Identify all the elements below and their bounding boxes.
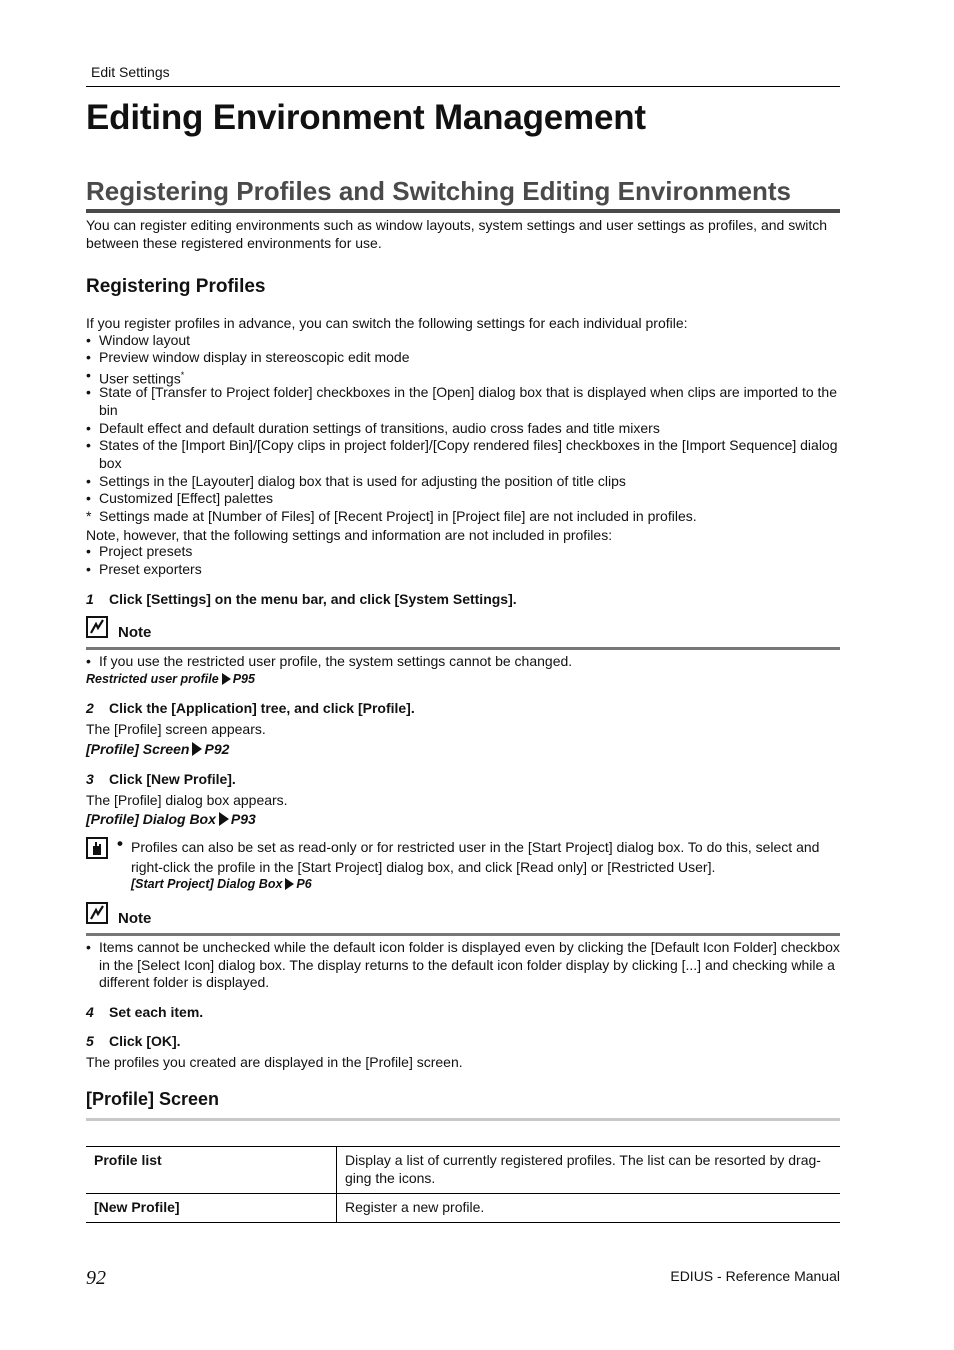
table-description: Register a new profile. — [337, 1194, 841, 1223]
note-rule — [86, 933, 840, 936]
note-icon — [86, 902, 108, 924]
list-item: • Project presets — [86, 543, 193, 559]
note-label: Note — [118, 624, 152, 641]
section-rule — [86, 209, 840, 213]
section-intro: You can register editing environments such as window layouts, system settings and user settings as profiles, and switch between these registered environments for use. — [86, 217, 828, 251]
page-number: 92 — [86, 1267, 106, 1289]
note-label: Note — [118, 910, 152, 927]
list-item: • Default effect and default duration settings of transitions, audio cross fades and title mixers — [86, 420, 660, 436]
step-3: 3 Click [New Profile]. — [86, 771, 236, 787]
cross-reference-link[interactable]: [Profile] Screen P92 — [86, 741, 230, 757]
step-3-result: The [Profile] dialog box appears. — [86, 792, 288, 808]
cross-reference-link[interactable]: Restricted user profile P95 — [86, 672, 255, 686]
footnote: * Settings made at [Number of Files] of [Recent Project] in [Project file] are not included in profiles. — [86, 508, 697, 524]
table-description: Display a list of currently registered profiles. The list can be resorted by drag-ging the icons. — [337, 1147, 841, 1194]
cross-reference-link[interactable]: [Start Project] Dialog Box P6 — [131, 877, 312, 891]
running-head: Edit Settings — [91, 64, 170, 80]
note-icon — [86, 616, 108, 638]
table-term: Profile list — [86, 1147, 337, 1194]
step-2-result: The [Profile] screen appears. — [86, 721, 266, 737]
subsection-title-registering: Registering Profiles — [86, 276, 266, 297]
cross-reference-link[interactable]: [Profile] Dialog Box P93 — [86, 811, 256, 827]
subsection-title-profile-screen: [Profile] Screen — [86, 1089, 220, 1109]
list-item: • Preset exporters — [86, 561, 202, 577]
arrow-right-icon — [192, 742, 202, 756]
footnote-marker: * — [180, 370, 185, 380]
note-box — [86, 616, 840, 652]
note-item: • Items cannot be unchecked while the default icon folder is displayed even by clicking the [Default Icon Folder] checkbox in the [Select Icon] dialog box. The display returns to the default icon folder display by clicking [...] and checking while a different folder is displayed. — [86, 939, 840, 990]
list-item: • User settings* — [86, 367, 185, 387]
tip-text: Profiles can also be set as read-only or for restricted user in the [Start Project] dialog box. To do this, select and right-click the profile in the [Start Project] dialog box, and click [Read only] or [Restricted User]. — [131, 839, 820, 875]
step-5-result: The profiles you created are displayed in the [Profile] screen. — [86, 1054, 463, 1070]
subsection-rule — [86, 1118, 840, 1121]
step-4: 4 Set each item. — [86, 1004, 204, 1020]
list-item: • States of the [Import Bin]/[Copy clips in project folder]/[Copy rendered files] checkboxes in the [Import Sequence] dialog box — [86, 437, 838, 471]
note-item: • If you use the restricted user profile, the system settings cannot be changed. — [86, 653, 573, 669]
arrow-right-icon — [219, 812, 229, 826]
page-title: Editing Environment Management — [86, 98, 646, 137]
header-rule — [86, 86, 840, 87]
registering-lead: If you register profiles in advance, you can switch the following settings for each individual profile: — [86, 315, 688, 331]
arrow-right-icon — [285, 878, 294, 890]
list-item: • State of [Transfer to Project folder] checkboxes in the [Open] dialog box that is displayed when clips are imported to the bin — [86, 384, 837, 418]
list-item: • Preview window display in stereoscopic edit mode — [86, 349, 410, 365]
list-item: • Settings in the [Layouter] dialog box that is used for adjusting the position of title clips — [86, 473, 626, 489]
step-2: 2 Click the [Application] tree, and click [Profile]. — [86, 700, 415, 716]
list-item: • Customized [Effect] palettes — [86, 490, 274, 506]
table-row — [86, 1147, 840, 1194]
step-5: 5 Click [OK]. — [86, 1033, 181, 1049]
list-item: • Window layout — [86, 332, 191, 348]
not-included-lead: Note, however, that the following settings and information are not included in profiles: — [86, 527, 613, 543]
section-title: Registering Profiles and Switching Editing Environments — [86, 176, 791, 206]
tip-bullet: • — [117, 834, 123, 853]
profile-screen-table — [86, 1146, 840, 1223]
footer-manual-title: EDIUS - Reference Manual — [670, 1268, 840, 1284]
table-row — [86, 1194, 840, 1223]
arrow-right-icon — [222, 673, 231, 685]
note-rule — [86, 647, 840, 650]
step-1: 1 Click [Settings] on the menu bar, and click [System Settings]. — [86, 591, 517, 607]
tip-hand-icon — [86, 837, 108, 859]
note-box — [86, 902, 840, 938]
table-term: [New Profile] — [86, 1194, 337, 1223]
